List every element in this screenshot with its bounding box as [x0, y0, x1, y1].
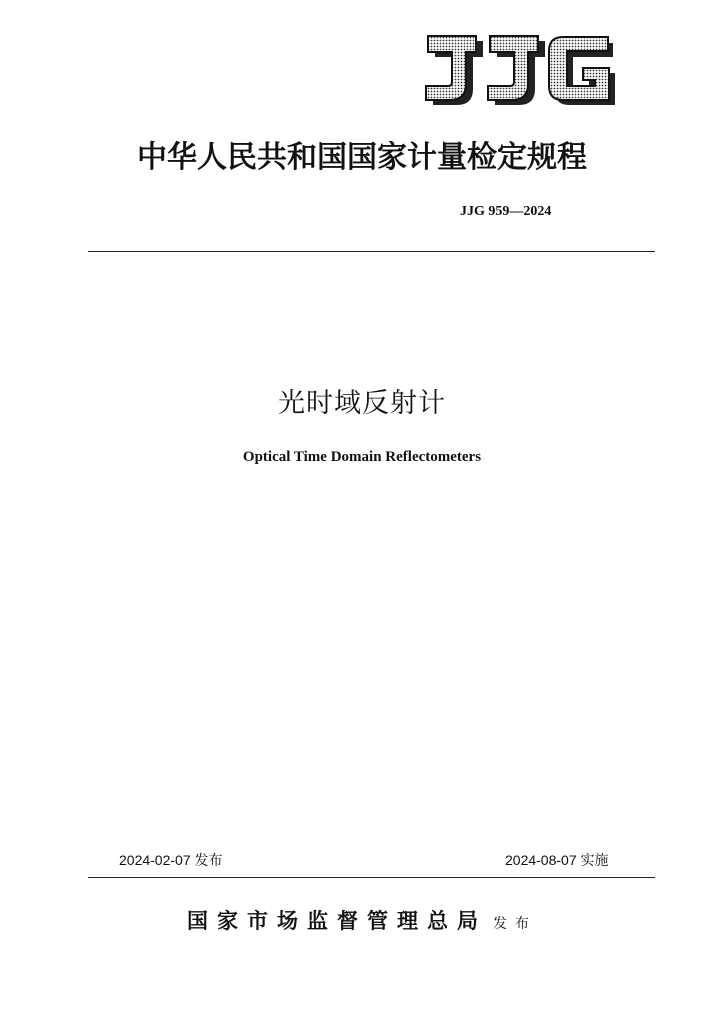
series-title: 中华人民共和国国家计量检定规程	[137, 140, 587, 175]
jjg-logo	[418, 30, 618, 106]
effective-date: 2024-08-07 实施	[505, 852, 609, 868]
publisher-row	[0, 905, 724, 935]
issue-date: 2024-02-07 发布	[119, 852, 223, 868]
publisher-name: 国家市场监督管理总局	[187, 908, 487, 933]
document-title-english: Optical Time Domain Reflectometers	[242, 449, 482, 465]
document-title-chinese: 光时域反射计	[278, 388, 446, 419]
document-number: JJG 959—2024	[460, 204, 552, 219]
top-divider	[88, 251, 655, 252]
publish-label: 发布	[493, 916, 537, 932]
bottom-divider	[88, 877, 655, 878]
